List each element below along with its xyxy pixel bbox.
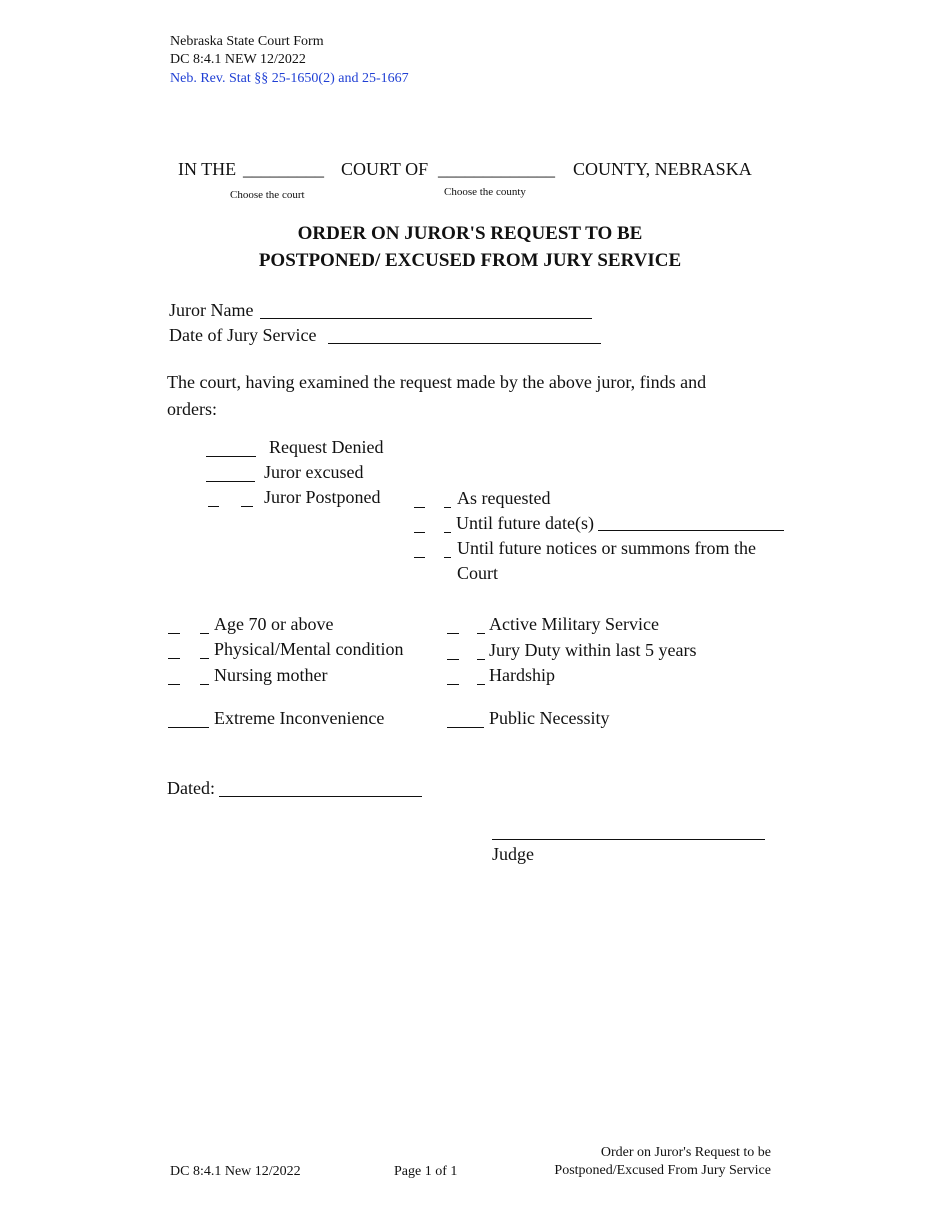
age-blank-a[interactable] xyxy=(168,633,180,634)
hardship-label: Hardship xyxy=(489,665,555,685)
jury-duty-label: Jury Duty within last 5 years xyxy=(489,640,697,660)
jury-duty-blank-a[interactable] xyxy=(447,659,459,660)
future-date-blank-b[interactable] xyxy=(444,532,451,533)
hardship-blank-a[interactable] xyxy=(447,684,459,685)
page-title-line2: POSTPONED/ EXCUSED FROM JURY SERVICE xyxy=(258,250,682,271)
as-requested-label: As requested xyxy=(457,488,551,508)
age-blank-b[interactable] xyxy=(200,633,209,634)
court-hint: Choose the court xyxy=(230,189,305,201)
physical-blank-b[interactable] xyxy=(200,658,209,659)
juror-name-field[interactable] xyxy=(260,318,592,319)
public-blank[interactable] xyxy=(447,727,484,728)
future-date-field[interactable] xyxy=(598,530,784,531)
footer-title-line1: Order on Juror's Request to be xyxy=(600,1145,771,1160)
future-notices-blank-a[interactable] xyxy=(414,557,425,558)
future-notices-label-line2: Court xyxy=(457,563,499,583)
juror-postponed-blank-b[interactable] xyxy=(241,506,253,507)
form-number: DC 8:4.1 NEW 12/2022 xyxy=(170,52,306,67)
juror-postponed-label: Juror Postponed xyxy=(264,487,381,507)
judge-signature-line[interactable] xyxy=(492,839,765,840)
form-name: Nebraska State Court Form xyxy=(170,34,324,49)
age-label: Age 70 or above xyxy=(214,614,334,634)
juror-postponed-blank-a[interactable] xyxy=(208,506,219,507)
hardship-blank-b[interactable] xyxy=(477,684,485,685)
public-label: Public Necessity xyxy=(489,708,610,728)
juror-excused-blank[interactable] xyxy=(206,481,255,482)
court-select[interactable]: _________ xyxy=(243,159,324,179)
nursing-blank-a[interactable] xyxy=(168,684,180,685)
as-requested-blank-a[interactable] xyxy=(414,507,425,508)
findings-line1: The court, having examined the request made by the above juror, finds and xyxy=(167,372,707,392)
juror-excused-label: Juror excused xyxy=(264,462,364,482)
military-label: Active Military Service xyxy=(489,614,659,634)
date-of-service-label: Date of Jury Service xyxy=(169,325,317,345)
county-hint: Choose the county xyxy=(444,186,526,198)
extreme-blank[interactable] xyxy=(168,727,209,728)
as-requested-blank-b[interactable] xyxy=(444,507,451,508)
military-blank-a[interactable] xyxy=(447,633,459,634)
county-select[interactable]: _____________ xyxy=(438,159,555,179)
date-of-service-field[interactable] xyxy=(328,343,601,344)
future-notices-blank-b[interactable] xyxy=(444,557,451,558)
physical-label: Physical/Mental condition xyxy=(214,639,404,659)
extreme-label: Extreme Inconvenience xyxy=(214,708,385,728)
caption-in-the: IN THE xyxy=(178,159,237,179)
findings-line2: orders: xyxy=(167,399,217,419)
dated-label: Dated: xyxy=(167,778,215,798)
future-notices-label-line1: Until future notices or summons from the xyxy=(457,538,756,558)
military-blank-b[interactable] xyxy=(477,633,485,634)
future-date-label: Until future date(s) xyxy=(456,513,594,533)
nursing-label: Nursing mother xyxy=(214,665,328,685)
request-denied-blank[interactable] xyxy=(206,456,256,457)
statute-link[interactable]: Neb. Rev. Stat §§ 25-1650(2) and 25-1667 xyxy=(170,71,409,86)
jury-duty-blank-b[interactable] xyxy=(477,659,485,660)
request-denied-label: Request Denied xyxy=(269,437,384,457)
nursing-blank-b[interactable] xyxy=(200,684,209,685)
footer-title-line2: Postponed/Excused From Jury Service xyxy=(554,1163,771,1178)
caption-county-nebraska: COUNTY, NEBRASKA xyxy=(573,159,752,179)
judge-label: Judge xyxy=(492,844,534,864)
future-date-blank-a[interactable] xyxy=(414,532,425,533)
caption-court-of: COURT OF xyxy=(341,159,429,179)
dated-field[interactable] xyxy=(219,796,422,797)
juror-name-label: Juror Name xyxy=(169,300,254,320)
footer-form-number: DC 8:4.1 New 12/2022 xyxy=(170,1164,301,1179)
physical-blank-a[interactable] xyxy=(168,658,180,659)
page-title-line1: ORDER ON JUROR'S REQUEST TO BE xyxy=(297,223,643,244)
footer-page: Page 1 of 1 xyxy=(394,1164,458,1179)
